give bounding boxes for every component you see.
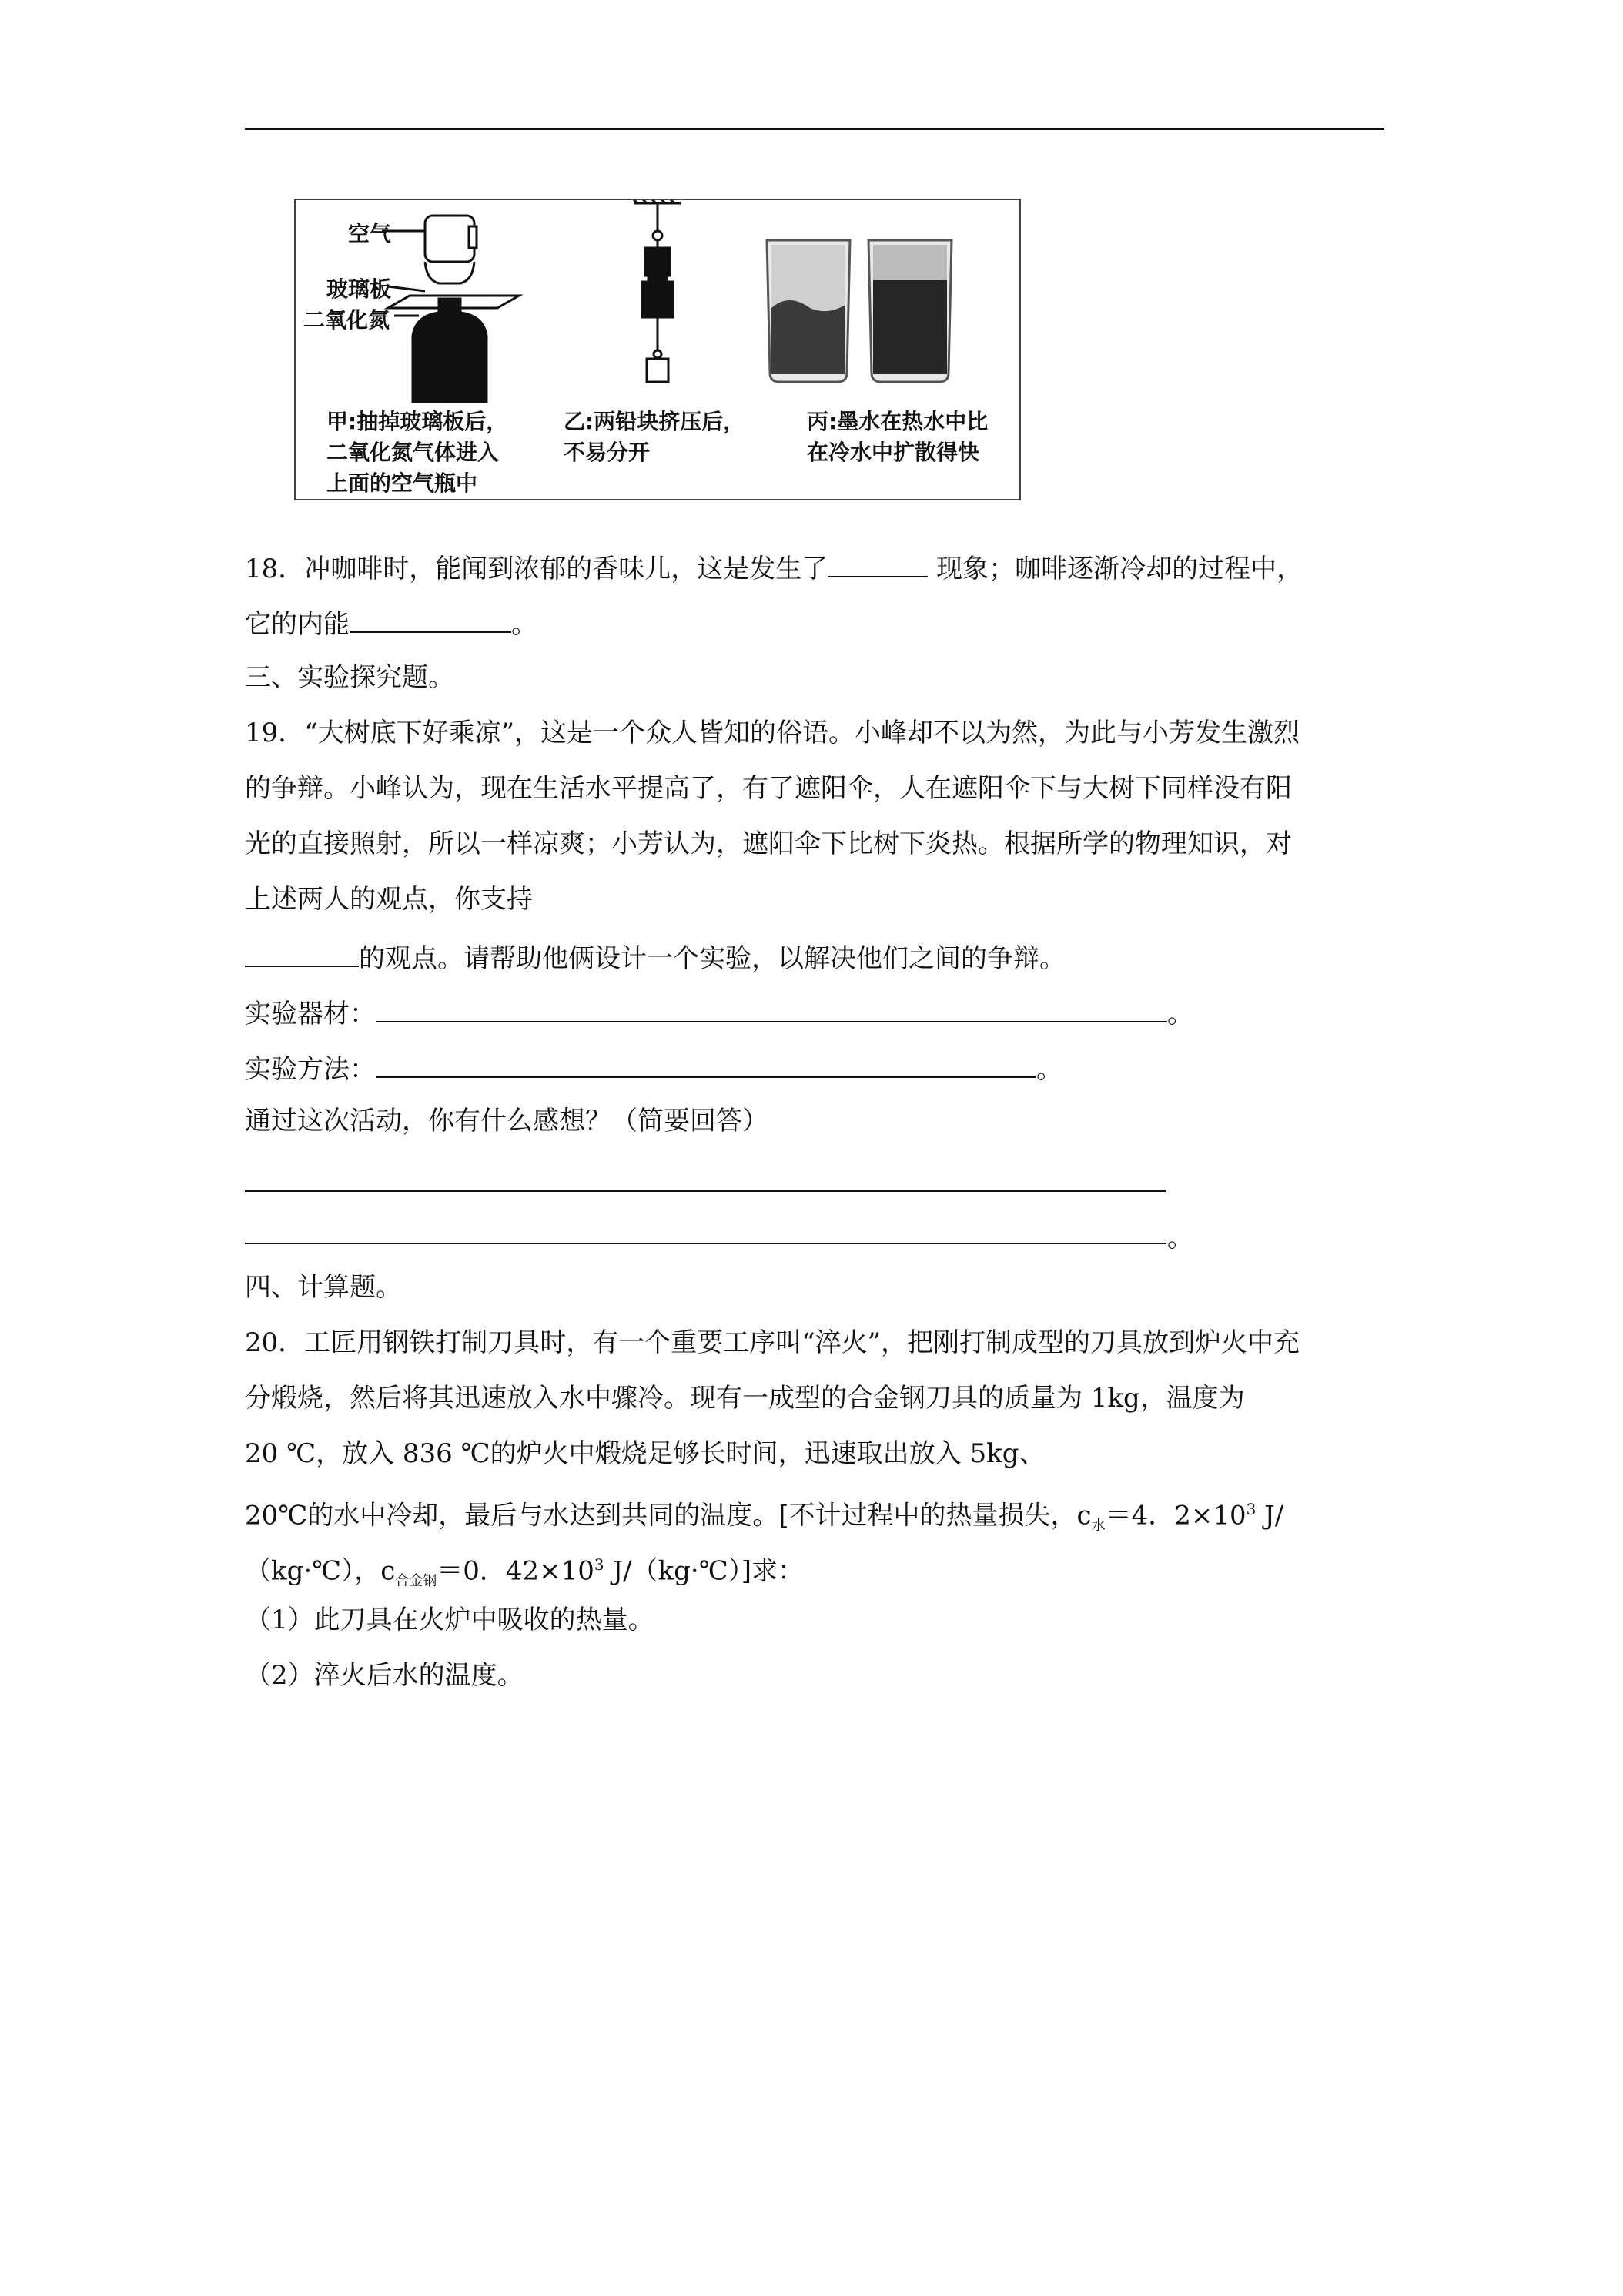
equipment-blank[interactable] [376, 993, 1167, 1022]
experiment-figure [294, 199, 1021, 500]
q19-line1: 19．“大树底下好乘凉”，这是一个众人皆知的俗语。小峰却不以为然，为此与小芳发生激烈 [245, 718, 1300, 748]
thought-blank-1[interactable] [245, 1190, 1166, 1192]
q19-line2: 的争辩。小峰认为，现在生活水平提高了，有了遮阳伞，人在遮阳伞下与大树下同样没有阳 [245, 773, 1292, 804]
thought-period: 。 [1167, 1223, 1193, 1253]
q18-line2: 它的内能 。 [245, 604, 537, 641]
label-air: 空气 [348, 221, 392, 246]
q19-method: 实验方法： 。 [245, 1049, 1062, 1086]
bottle-diagram [382, 216, 519, 402]
section-3-heading: 三、实验探究题。 [245, 662, 454, 693]
caption-yi: 乙:两铅块挤压后， 不易分开 [564, 409, 745, 465]
q20-line5: （kg·℃），$c_{合金钢}=0$．$42\times 10^3$ J/（kg·℃）]求： [245, 1555, 805, 1590]
q20-line1: 20．工匠用钢铁打制刀具时，有一个重要工序叫“淬火”，把刚打制成型的刀具放到炉火中充 [245, 1327, 1300, 1358]
q20-part1: （1）此刀具在火炉中吸收的热量。 [245, 1605, 654, 1635]
q19-thought: 通过这次活动，你有什么感想？（简要回答） [245, 1106, 768, 1136]
q19-line3: 光的直接照射，所以一样凉爽；小芳认为，遮阳伞下比树下炎热。根据所学的物理知识，对 [245, 828, 1292, 859]
label-glass-plate: 玻璃板 [326, 276, 392, 302]
method-blank[interactable] [376, 1049, 1036, 1078]
thought-blank-2[interactable] [245, 1243, 1166, 1244]
q19-line4: 上述两人的观点，你支持 [245, 884, 533, 915]
q19-line5: 的观点。请帮助他俩设计一个实验，以解决他们之间的争辩。 [245, 938, 1066, 976]
q18-line1: 18．冲咖啡时，能闻到浓郁的香味儿，这是发生了 现象；咖啡逐渐冷却的过程中， [245, 548, 1303, 586]
section-4-heading: 四、计算题。 [245, 1272, 402, 1303]
q20-part2: （2）淬火后水的温度。 [245, 1660, 524, 1691]
q18-blank2[interactable] [350, 604, 511, 633]
q18-blank1[interactable] [828, 548, 928, 577]
header-rule [245, 128, 1384, 130]
lead-blocks-diagram [631, 200, 681, 382]
label-no2: 二氧化氮 [303, 307, 390, 333]
q20-line2: 分煅烧，然后将其迅速放入水中骤冷。现有一成型的合金钢刀具的质量为 1kg，温度为 [245, 1383, 1245, 1414]
q19-support-blank[interactable] [245, 938, 359, 967]
caption-bing: 丙:墨水在热水中比 在冷水中扩散得快 [807, 409, 989, 465]
beakers-diagram [767, 240, 952, 382]
q20-line3: 20 ℃，放入 836 ℃的炉火中煅烧足够长时间，迅速取出放入 5kg、 [245, 1438, 1046, 1469]
q19-equipment: 实验器材： 。 [245, 993, 1193, 1031]
caption-jia: 甲:抽掉玻璃板后， 二氧化氮气体进入 上面的空气瓶中 [326, 409, 508, 496]
q20-line4: 20℃的水中冷却，最后与水达到共同的温度。[不计过程中的热量损失，$c_水=4$．$2\times 10^3$ J/ [245, 1500, 1284, 1535]
